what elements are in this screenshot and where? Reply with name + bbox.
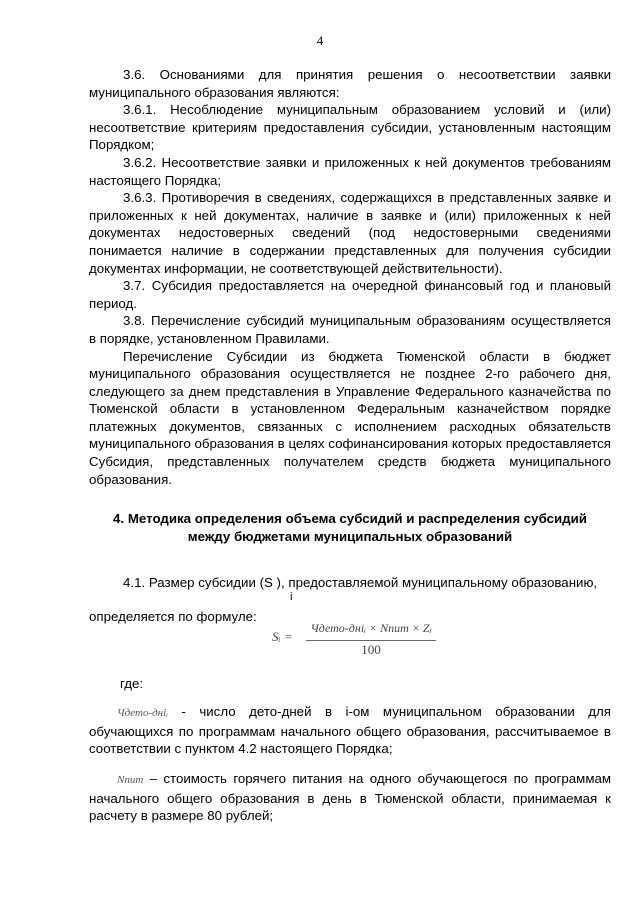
section-4-heading-line2: между бюджетами муниципальных образований [187,529,513,544]
formula-lhs: Sᵢ = [272,629,293,644]
paragraph-3-8: 3.8. Перечисление субсидий муниципальным образованиям осуществляется в порядке, установленном Правилами. [89,313,611,346]
subscript-i: i [290,591,293,603]
where-label: где: [120,676,144,691]
paragraph-3-6-1: 3.6.1. Несоблюдение муниципальным образованием условий и (или) несоответствие критериям предоставления субсидии, установленным настоящим Порядком; [89,102,611,153]
definition-child-days [89,703,611,758]
paragraph-3-6-3: 3.6.3. Противоречия в сведениях, содержащихся в представленных заявке и приложенных к ней документах, наличие в заявке и (или) приложенных к ней документах недостоверных сведений (под недостоверными сведениями понимается наличие в содержании представленных для получения субсидии документах информации, не соответствующей действительности). [89,190,611,276]
paragraph-3-7: 3.7. Субсидия предоставляется на очередной финансовый год и плановый период. [89,278,611,311]
paragraph-4-1-cont: определяется по формуле: [89,609,257,624]
section-4-heading-line1: 4. Методика определения объема субсидий и распределения субсидий [113,511,587,526]
formula-denominator: 100 [361,642,381,657]
formula-numerator: Чдето-днiᵢ × Nпит × Zᵢ [310,621,432,635]
definition-child-days-text: - число дето-дней в i-ом муниципальном образовании для обучающихся по программам начального общего образования, рассчитываемое в соответствии с пунктом 4.2 настоящего Порядка; [89,704,611,757]
body-text [89,66,611,488]
section-4-heading [89,510,611,546]
symbol-child-days: Чдето-днiᵢ [117,707,168,719]
paragraph-3-6-2: 3.6.2. Несоответствие заявки и приложенных к ней документов требованиям настоящего Порядка; [89,154,611,188]
paragraph-transfer: Перечисление Субсидии из бюджета Тюменской области в бюджет муниципального образования осуществляется не позднее 2-го рабочего дня, следующего за днем представления в Управление Федерального казначейства по Тюменской области в установленном Федеральным казначейством порядке платежных документов, связанных с исполнением расходных обязательств муниципального образования в целях софинансирования которых предоставляется Субсидия, представленных получателем средств бюджета муниципального образования. [89,348,611,487]
paragraph-3-6: 3.6. Основаниями для принятия решения о несоответствии заявки муниципального образования являются: [89,67,611,100]
fraction-bar [306,640,436,641]
page-number: 4 [316,33,324,48]
definition-meal-cost-text: – стоимость горячего питания на одного обучающегося по программам начального общего образования в день в Тюменской области, принимаемая к расчету в размере 80 рублей; [89,771,611,824]
formula [272,621,442,661]
definition-meal-cost [89,770,611,825]
symbol-meal-cost: Nпит [117,774,144,786]
paragraph-4-1: 4.1. Размер субсидии (S ), предоставляемой муниципальному образованию, [123,575,598,590]
